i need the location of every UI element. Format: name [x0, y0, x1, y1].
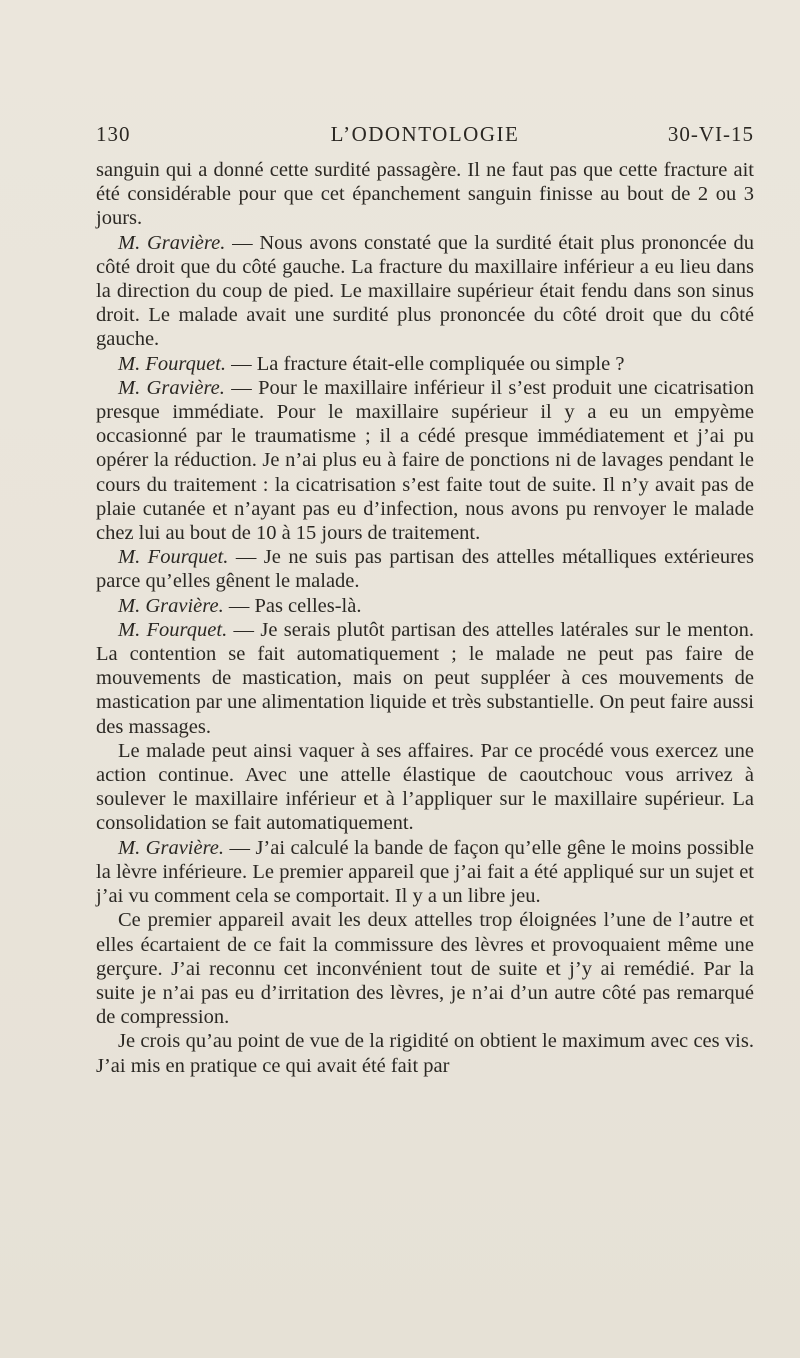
paragraph-text: — Pas celles-là. — [223, 594, 362, 617]
paragraph — [96, 158, 754, 231]
speaker: M. Gravière. — [118, 594, 224, 617]
paragraph-text: — Je serais plutôt partisan des attelles latérales sur le menton. La contention se fait automatiquement ; le malade ne peut pas faire de mouvements de mastication, mais on peut suppléer à ces mouvements de mastication par une alimentation liquide et très substantielle. On peut faire aussi des massages. — [96, 618, 754, 738]
paragraph — [96, 376, 754, 545]
paragraph — [96, 231, 754, 352]
paragraph — [96, 836, 754, 909]
paragraph — [96, 618, 754, 739]
page-number: 130 — [96, 122, 131, 146]
paragraph — [96, 545, 754, 593]
speaker: M. Gravière. — [118, 376, 225, 399]
speaker: M. Gravière. — [118, 231, 226, 254]
speaker: M. Fourquet. — [118, 618, 228, 641]
paragraph-text: sanguin qui a donné cette surdité passagère. Il ne faut pas que cette fracture ait été considérable pour que cet épanchement sanguin finisse au bout de 2 ou 3 jours. — [96, 159, 754, 230]
paragraph — [96, 352, 754, 376]
speaker: M. Fourquet. — [118, 546, 229, 569]
paragraph-text: — La fracture était-elle compliquée ou simple ? — [226, 352, 625, 375]
paragraph — [96, 1029, 754, 1077]
paragraph-text: Ce premier appareil avait les deux attelles trop éloignées l’une de l’autre et elles écartaient de ce fait la commissure des lèvres et provoquaient même une gerçure. J’ai reconnu cet inconvénient tout de suite et j’y ai remédié. Par la suite je n’ai pas eu d’irritation des lèvres, je n’ai d’un autre côté pas remarqué de compression. — [96, 909, 754, 1029]
speaker: M. Gravière. — [118, 836, 225, 859]
speaker: M. Fourquet. — [118, 352, 226, 375]
journal-title: L’ODONTOLOGIE — [330, 122, 520, 146]
paragraph-text: — Pour le maxillaire inférieur il s’est produit une cicatrisation presque immédiate. Pour le maxillaire supérieur il y a eu un empyème occasionné par le traumatisme ; il a cédé presque immédiatement et j’ai pu opérer la réduction. Je n’ai plus eu à faire de ponctions ni de lavages pendant le cours du traitement : la cicatrisation s’est faite tout de suite. Il n’y avait pas de plaie cutanée et n’ayant pas eu d’infection, nous avons pu renvoyer le malade chez lui au bout de 10 à 15 jours de traitement. — [96, 376, 754, 545]
issue-date: 30-VI-15 — [667, 122, 754, 146]
paragraph-text: — J’ai calculé la bande de façon qu’elle gêne le moins possible la lèvre inférieure. Le premier appareil que j’ai fait a été appliqué sur un sujet et j’ai vu comment cela se comportait. Il y a un libre jeu. — [96, 836, 754, 908]
running-header — [96, 122, 754, 152]
paragraph — [96, 594, 754, 618]
paragraph-text: Le malade peut ainsi vaquer à ses affaires. Par ce procédé vous exercez une action continue. Avec une attelle élastique de caoutchouc vous arrivez à soulever le maxillaire inférieur et à l’appliquer sur le maxillaire supérieur. La consolidation se fait automatiquement. — [96, 739, 754, 835]
page-body — [96, 158, 754, 1078]
paragraph-text: Je crois qu’au point de vue de la rigidité on obtient le maximum avec ces vis. J’ai mis en pratique ce qui avait été fait par — [96, 1030, 754, 1077]
paragraph — [96, 908, 754, 1029]
paragraph — [96, 739, 754, 836]
paragraph-text: — Je ne suis pas partisan des attelles métalliques extérieures parce qu’elles gênent le malade. — [96, 546, 754, 593]
paragraph-text: — Nous avons constaté que la surdité était plus prononcée du côté droit que du côté gauche. La fracture du maxillaire inférieur a eu lieu dans la direction du coup de pied. Le maxillaire supérieur était fendu dans son sinus droit. Le malade avait une surdité plus prononcée du côté droit que du côté gauche. — [96, 231, 755, 351]
